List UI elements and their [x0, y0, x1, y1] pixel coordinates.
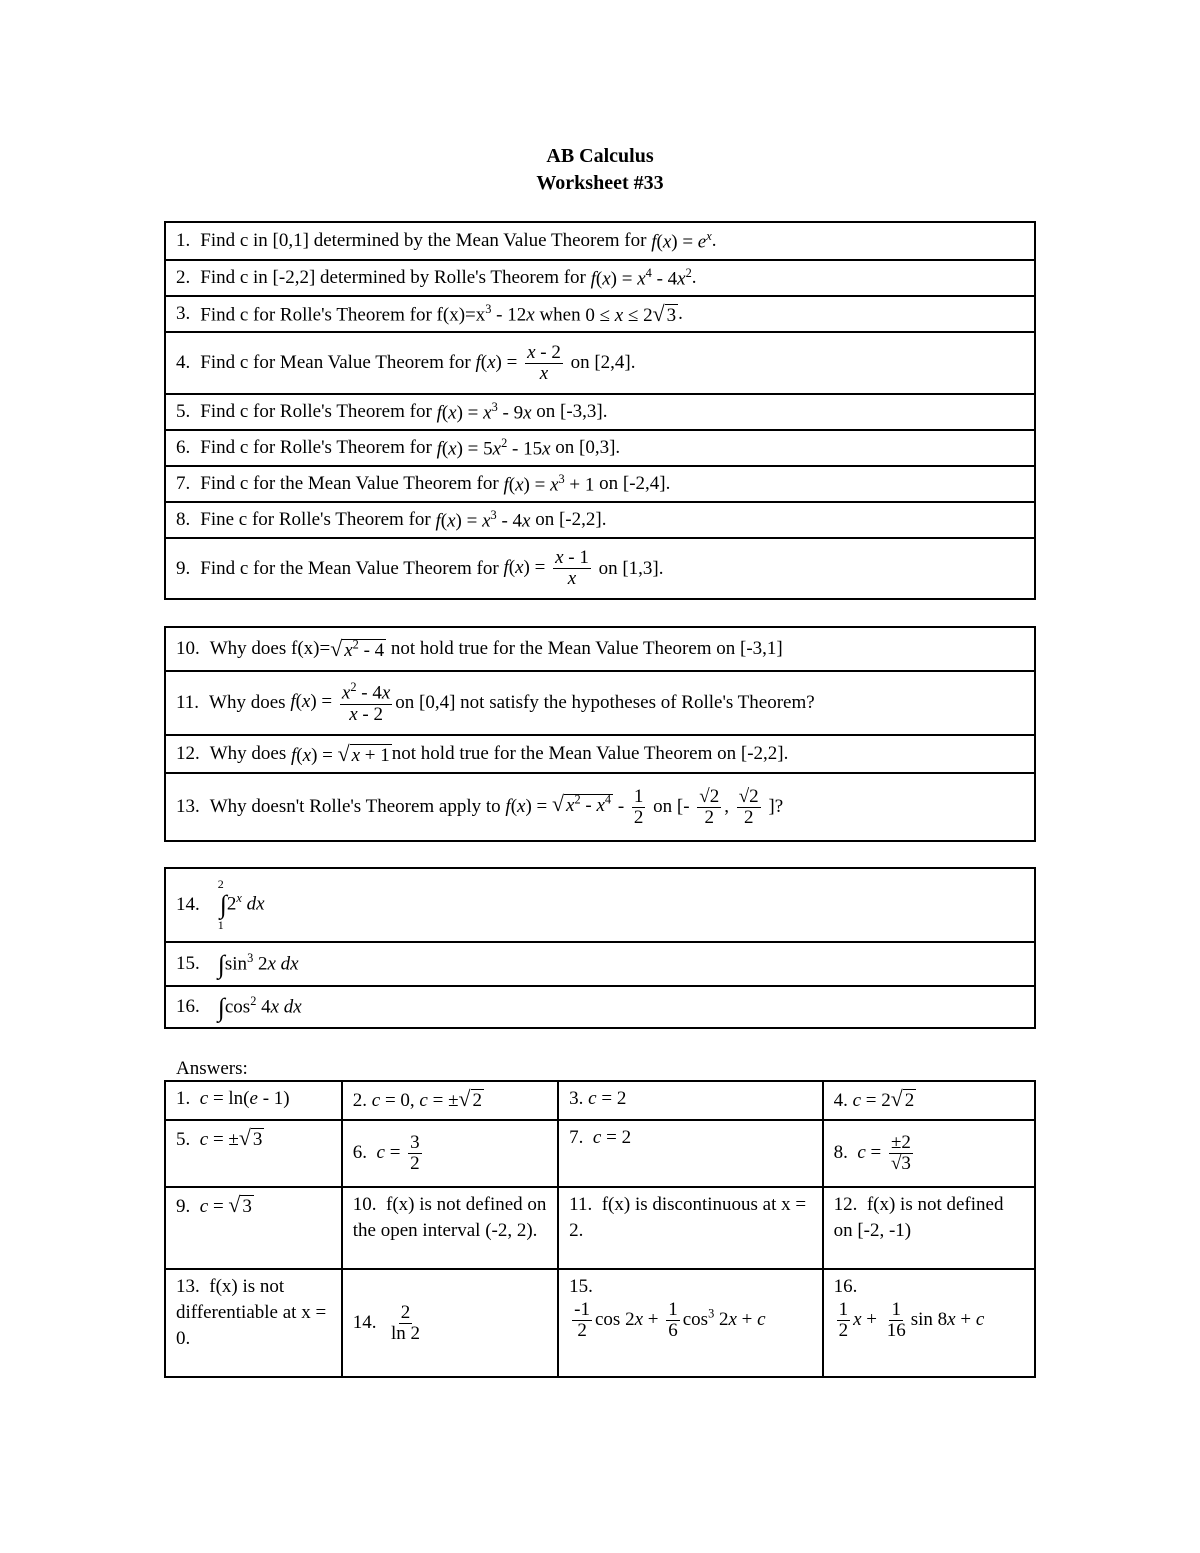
answer-12: 12. f(x) is not defined on [-2, -1): [823, 1187, 1035, 1269]
problem-3-math: 0 ≤ x ≤ 2√ 3: [585, 301, 677, 326]
answer-6: 6. c = $\frac{3}{2}$: [342, 1120, 558, 1187]
answer-15: 15. $\frac{-1}{2}$ cos 2x + $\frac{1}{6}$ $\cos^3 2x + c$: [558, 1269, 822, 1377]
answer-3: 3. c = 2: [558, 1081, 822, 1120]
problem-6: 6. Find c for Rolle's Theorem for $f(x) = 5x^2 - 15x$ on [0,3].: [166, 429, 1034, 465]
problem-4: 4. Find c for Mean Value Theorem for f(x) = $\frac{x - 2}{x}$ on [2,4].: [166, 331, 1034, 393]
answer-13: 13. f(x) is not differentiable at x = 0.: [165, 1269, 342, 1377]
problem-13-interval: on [- $\frac{√2}{2}$ , $\frac{√2}{2}$ ]?: [653, 785, 784, 828]
problem-15-math: $\int\sin^3$ 2x dx: [217, 949, 299, 979]
problem-12: 12. Why does f(x) = √ x + 1 not hold true for the Mean Value Theorem on [-2,2].: [166, 734, 1034, 772]
answer-11: 11. f(x) is discontinuous at x = 2.: [558, 1187, 822, 1269]
answer-16: 16. $\frac{1}{2}$ x + $\frac{1}{16}$ sin 8x + c: [823, 1269, 1035, 1377]
problem-7: 7. Find c for the Mean Value Theorem for $f(x) = x^3 + 1$ on [-2,4].: [166, 465, 1034, 501]
problem-13: 13. Why doesn't Rolle's Theorem apply to f(x) = √ $x^2 - x^4$ - $\frac{1}{2}$ on [- $\frac{√2}{2}$ , $\frac{√2}{2}$ ]?: [166, 772, 1034, 840]
problem-16-math: $\int\cos^2$ 4x dx: [217, 992, 302, 1022]
problem-9-math: f(x) = $\frac{x - 1}{x}$: [503, 547, 589, 589]
worksheet-subtitle: Worksheet #33: [536, 172, 664, 194]
problem-8: 8. Fine c for Rolle's Theorem for $f(x) = x^3 - 4x$ on [-2,2].: [166, 501, 1034, 537]
answer-1: 1. c = ln(e - 1): [165, 1081, 342, 1120]
problem-15: 15. $\int\sin^3$ 2x dx: [166, 941, 1034, 985]
problem-11: 11. Why does f(x) = $\frac{x^2 - 4x}{x - 2}$ on [0,4] not satisfy the hypotheses of Rolle's Theorem?: [166, 670, 1034, 734]
problem-12-math: f(x) = √ x + 1: [291, 741, 390, 766]
problem-3: 3. Find c for Rolle's Theorem for $f(x)=x^3 - 12x$ when 0 ≤ x ≤ 2√ 3 .: [166, 295, 1034, 331]
problem-table-3: [164, 867, 1036, 1029]
problem-10-math: √ $x^2 - 4$: [330, 636, 385, 661]
problem-14: 14. 2 1 ∫2$^x$ dx: [176, 877, 265, 932]
problem-7-math: $f(x) = x^3 + 1$: [503, 471, 595, 496]
problem-table-1: [164, 221, 1036, 600]
worksheet-title: AB Calculus: [546, 145, 654, 167]
problem-13-math: f(x) = √ $x^2 - x^4$ - $\frac{1}{2}$: [505, 785, 644, 828]
problem-10: 10. Why does f(x)= √ $x^2 - 4$ not hold true for the Mean Value Theorem on [-3,1]: [176, 636, 783, 661]
problem-2: 2. Find c in [-2,2] determined by Rolle's Theorem for $f(x) = x^4 - 4x^2$ .: [166, 259, 1034, 295]
problem-1: 1. Find c in [0,1] determined by the Mean Value Theorem for $f(x) = e^x$ .: [176, 228, 717, 253]
answer-4: 4. c = 2√ 2: [823, 1081, 1035, 1120]
answer-7: 7. c = 2: [558, 1120, 822, 1187]
answer-5: 5. c = ±√ 3: [165, 1120, 342, 1187]
problem-6-math: $f(x) = 5x^2 - 15x$: [436, 435, 551, 460]
problem-11-math: f(x) = $\frac{x^2 - 4x}{x - 2}$: [290, 680, 391, 725]
answer-8: 8. c = $\frac{\pm 2}{√3}$: [823, 1120, 1035, 1187]
problem-4-math: f(x) = $\frac{x - 2}{x}$: [475, 341, 561, 384]
problem-9: 9. Find c for the Mean Value Theorem for f(x) = $\frac{x - 1}{x}$ on [1,3].: [166, 537, 1034, 598]
problem-16: 16. $\int\cos^2$ 4x dx: [166, 985, 1034, 1027]
answer-2: 2. c = 0, c = ±√ 2: [342, 1081, 558, 1120]
problem-3-text: Find c for Rolle's Theorem for $f(x)=x^3 - 12x$ when: [200, 301, 581, 326]
answer-14: 14. $\frac{2}{\ln 2}$: [342, 1269, 558, 1377]
problem-8-math: $f(x) = x^3 - 4x$: [435, 507, 531, 532]
problem-table-2: [164, 626, 1036, 842]
answers-table: [164, 1080, 1036, 1378]
answer-9: 9. c = √ 3: [165, 1187, 342, 1269]
problem-14-math: 2 1 ∫2$^x$ dx: [217, 877, 265, 932]
problem-5: 5. Find c for Rolle's Theorem for $f(x) = x^3 - 9x$ on [-3,3].: [166, 393, 1034, 429]
answer-10: 10. f(x) is not defined on the open interval (-2, 2).: [342, 1187, 558, 1269]
problem-1-math: $f(x) = e^x$: [651, 228, 712, 253]
problem-2-math: $f(x) = x^4 - 4x^2$: [590, 265, 692, 290]
answers-label: Answers:: [176, 1058, 248, 1079]
problem-5-math: $f(x) = x^3 - 9x$: [436, 399, 532, 424]
